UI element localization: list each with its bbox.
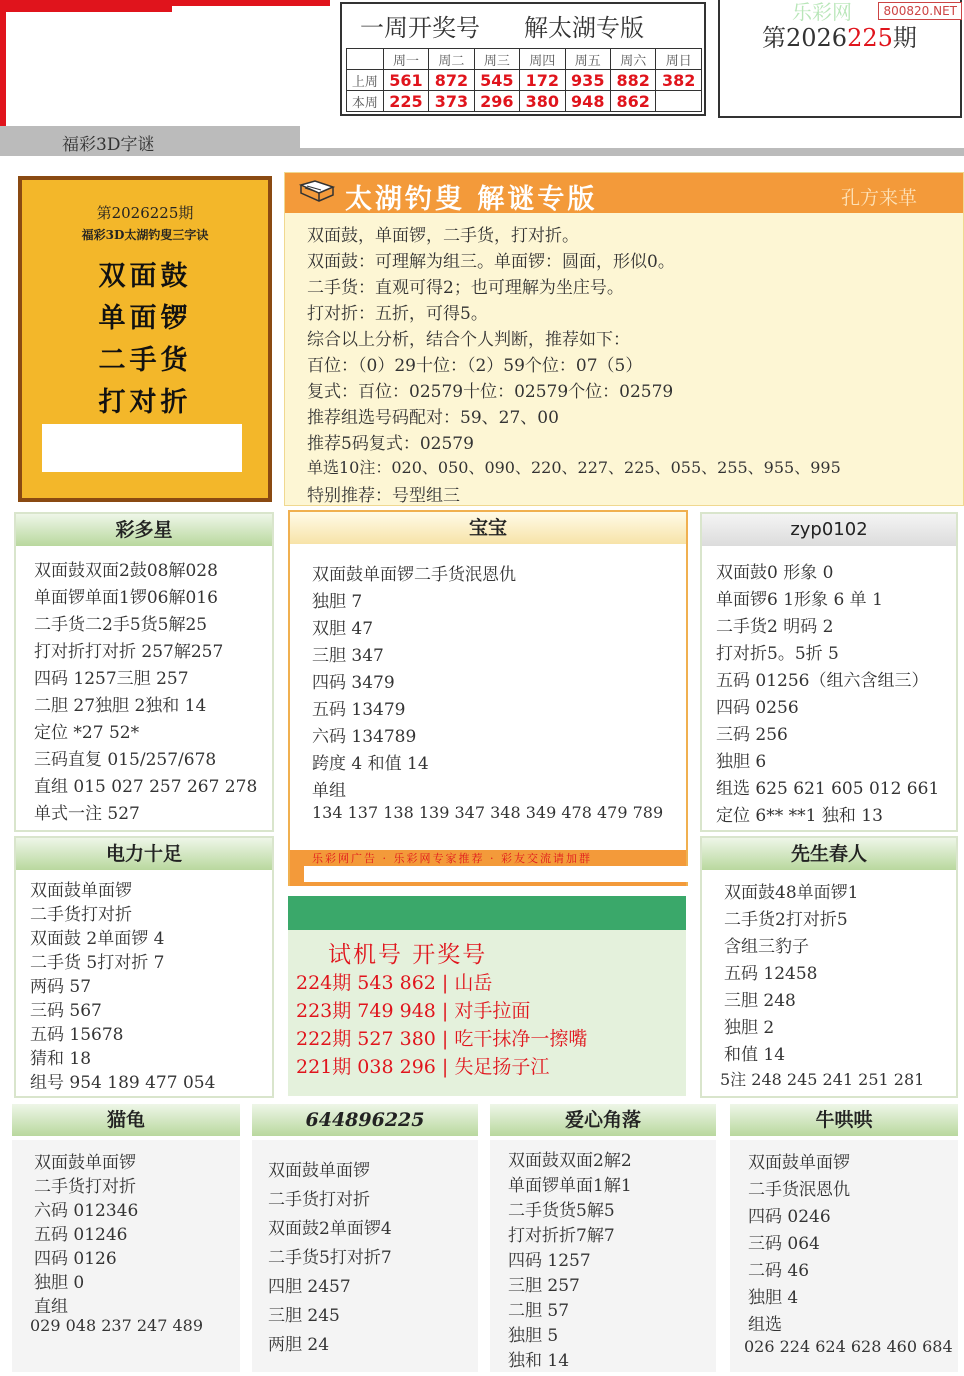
panel-644896225	[252, 1104, 478, 1372]
analysis-line: 二手货：直观可得2；也可理解为坐庄号。	[307, 278, 624, 298]
panel-line: 026 224 624 628 460 684	[744, 1337, 953, 1356]
draw-row-last-week	[347, 70, 702, 91]
panel-line: 定位 6** **1 独和 13	[716, 806, 883, 826]
riddle-line: 双面鼓	[98, 261, 192, 292]
panel-line: 单面锣6 1形象 6 单 1	[716, 590, 883, 610]
panel-line: 双面鼓单面锣	[30, 881, 132, 901]
panel-line: 两胆 24	[268, 1335, 330, 1355]
panel-line: 双胆 47	[312, 619, 374, 639]
panel-xiansheng	[700, 836, 958, 1098]
category-label[interactable]: 福彩3D字谜	[62, 135, 155, 155]
panel-title: 电力十足	[16, 838, 272, 870]
draw-number: 561	[383, 70, 428, 91]
panel-line: 六码 012346	[34, 1201, 139, 1221]
panel-line: 双面鼓单面锣二手货泯恩仇	[312, 565, 516, 585]
panel-dianli	[14, 836, 274, 1098]
panel-line: 三码 256	[716, 725, 788, 745]
draw-row-label: 本周	[347, 91, 384, 112]
analysis-line: 推荐组选号码配对：59、27、00	[307, 408, 559, 428]
ad-banner[interactable]	[290, 850, 686, 886]
riddle-card-subtitle: 福彩3D太湖钓叟三字诀	[81, 228, 209, 242]
category-bar	[0, 126, 964, 156]
ad-banner-text: 乐彩网广告 · 乐彩网专家推荐 · 彩友交流请加群	[312, 852, 592, 865]
panel-line: 五码 12458	[724, 964, 818, 984]
panel-title: 猫龟	[12, 1104, 240, 1136]
analysis-line: 复式：百位：02579十位：02579个位：02579	[307, 382, 674, 402]
panel-line: 二手货货5解5	[508, 1201, 615, 1221]
draw-number: 382	[656, 70, 702, 91]
draw-header-cell	[347, 49, 384, 70]
panel-line: 六码 134789	[312, 727, 417, 747]
issue-suffix: 期	[892, 24, 917, 52]
panel-baobao	[288, 510, 688, 886]
panel-zyp0102	[700, 512, 958, 832]
draw-number: 882	[610, 70, 655, 91]
analysis-line: 单选10注：020、050、090、220、227、225、055、255、955、995	[307, 458, 841, 477]
panel-line: 双面鼓单面锣	[748, 1153, 850, 1173]
panel-line: 打对折打对折 257解257	[34, 642, 224, 662]
draw-number: 296	[474, 91, 519, 112]
panel-title: zyp0102	[702, 514, 956, 546]
panel-line: 四码 1257	[508, 1251, 591, 1271]
panel-line: 二胆 27独胆 2独和 14	[34, 696, 207, 716]
panel-line: 双面鼓单面锣	[268, 1161, 370, 1181]
panel-line: 独胆 6	[716, 752, 767, 772]
panel-line: 二手货2 明码 2	[716, 617, 834, 637]
panel-line: 四码 0256	[716, 698, 799, 718]
trial-draw-header	[288, 896, 686, 930]
draw-number: 380	[520, 91, 565, 112]
panel-line: 双面鼓 2单面锣 4	[30, 929, 165, 949]
panel-line: 双面鼓2单面锣4	[268, 1219, 392, 1239]
panel-line: 双面鼓双面2鼓08解028	[34, 561, 218, 581]
riddle-line: 单面锣	[98, 303, 192, 334]
draw-row-label: 上周	[347, 70, 384, 91]
analysis-line: 推荐5码复式：02579	[307, 434, 474, 454]
panel-maogui	[12, 1104, 240, 1372]
panel-line: 独胆 4	[748, 1288, 799, 1308]
panel-title: 牛哄哄	[730, 1104, 958, 1136]
panel-line: 三胆 248	[724, 991, 796, 1011]
panel-line: 双面鼓双面2解2	[508, 1151, 632, 1171]
issue-prefix: 第2026	[762, 24, 848, 52]
panel-line: 029 048 237 247 489	[30, 1316, 204, 1335]
panel-line: 直组	[34, 1297, 68, 1317]
panel-line: 打对折折7解7	[508, 1226, 615, 1246]
trial-draw-line: 224期 543 862 | 山岳	[296, 972, 493, 994]
panel-line: 二胆 57	[508, 1301, 570, 1321]
panel-title: 644896225	[252, 1104, 478, 1136]
draw-number: 225	[383, 91, 428, 112]
panel-title: 先生春人	[702, 838, 956, 870]
panel-line: 二手货打对折	[34, 1177, 136, 1197]
panel-line: 独和 14	[508, 1351, 570, 1371]
analysis-line: 双面鼓：可理解为组三。单面锣：圆面，形似0。	[307, 252, 675, 272]
main-analysis-title: 太湖钓叟 解谜专版	[345, 184, 598, 215]
panel-line: 二手货二2手5货5解25	[34, 615, 208, 635]
draw-header-cell: 周四	[520, 49, 565, 70]
panel-line: 两码 57	[30, 977, 92, 997]
book-icon	[299, 179, 335, 207]
main-analysis	[284, 172, 964, 506]
panel-line: 独胆 5	[508, 1326, 559, 1346]
trial-draw-line: 221期 038 296 | 失足扬子江	[296, 1056, 550, 1078]
draw-number: 872	[429, 70, 474, 91]
panel-line: 跨度 4 和值 14	[312, 754, 429, 774]
panel-line: 四码 0246	[748, 1207, 831, 1227]
category-bar-blank	[300, 126, 964, 148]
ad-banner-blank	[304, 866, 688, 882]
riddle-line: 打对折	[98, 387, 192, 418]
draw-number: 948	[565, 91, 610, 112]
site-badge[interactable]: 800820.NET	[878, 2, 962, 20]
panel-line: 单面锣单面1解1	[508, 1176, 632, 1196]
trial-draw-panel	[288, 896, 686, 1096]
panel-line: 五码 13479	[312, 700, 406, 720]
weekly-draw-table	[340, 2, 706, 116]
analysis-line: 打对折：五折，可得5。	[307, 304, 488, 324]
panel-line: 双面鼓48单面锣1	[724, 883, 859, 903]
trial-draw-title: 试机号 开奖号	[328, 942, 488, 968]
panel-line: 三胆 245	[268, 1306, 340, 1326]
panel-line: 二手货 5打对折 7	[30, 953, 165, 973]
panel-line: 直组 015 027 257 267 278	[34, 777, 258, 797]
panel-line: 二码 46	[748, 1261, 810, 1281]
draw-title-right: 解太湖专版	[524, 14, 644, 42]
panel-line: 四胆 2457	[268, 1277, 351, 1297]
draw-number	[656, 91, 702, 112]
panel-line: 二手货5打对折7	[268, 1248, 392, 1268]
draw-header-cell: 周三	[474, 49, 519, 70]
panel-aixin	[490, 1104, 716, 1372]
riddle-card	[18, 176, 272, 502]
riddle-line: 二手货	[98, 345, 192, 376]
main-analysis-author: 孔方来革	[840, 187, 917, 209]
panel-line: 双面鼓单面锣	[34, 1153, 136, 1173]
panel-line: 三胆 257	[508, 1276, 580, 1296]
panel-line: 二手货打对折	[30, 905, 132, 925]
panel-line: 组选 625 621 605 012 661	[716, 779, 940, 799]
panel-line: 独胆 0	[34, 1273, 85, 1293]
panel-niuhonghong	[730, 1104, 958, 1372]
watermark: 乐彩网	[792, 0, 852, 24]
panel-line: 双面鼓0 形象 0	[716, 563, 834, 583]
draw-header-cell: 周二	[429, 49, 474, 70]
panel-line: 三胆 347	[312, 646, 384, 666]
panel-line: 打对折5。5折 5	[716, 644, 839, 664]
draw-header-cell: 周日	[656, 49, 702, 70]
draw-number: 172	[520, 70, 565, 91]
panel-line: 二手货2打对折5	[724, 910, 848, 930]
panel-line: 定位 *27 52*	[34, 723, 140, 743]
panel-line: 单面锣单面1锣06解016	[34, 588, 218, 608]
panel-title: 彩多星	[16, 514, 272, 546]
main-analysis-header	[285, 173, 963, 213]
panel-line: 5注 248 245 241 251 281	[720, 1070, 925, 1089]
panel-line: 含组三豹子	[724, 937, 809, 957]
analysis-line: 特别推荐：号型组三	[307, 486, 460, 506]
panel-line: 三码 567	[30, 1001, 102, 1021]
analysis-line: 双面鼓，单面锣，二手货，打对折。	[307, 226, 579, 246]
draw-header-row	[347, 49, 702, 70]
panel-line: 三码直复 015/257/678	[34, 750, 217, 770]
panel-line: 组号 954 189 477 054	[30, 1073, 216, 1093]
panel-line: 单组	[312, 781, 346, 801]
draw-header-cell: 周五	[565, 49, 610, 70]
riddle-card-blank	[42, 424, 242, 472]
panel-title: 爱心角落	[490, 1104, 716, 1136]
issue-number: 225	[847, 24, 893, 52]
panel-line: 四码 3479	[312, 673, 395, 693]
draw-title-left: 一周开奖号	[360, 14, 480, 42]
corner-frame	[0, 0, 330, 126]
draw-number: 862	[610, 91, 655, 112]
draw-row-this-week	[347, 91, 702, 112]
panel-line: 组选	[748, 1315, 782, 1335]
panel-line: 三码 064	[748, 1234, 820, 1254]
panel-line: 独胆 7	[312, 592, 363, 612]
draw-header-cell: 周六	[610, 49, 655, 70]
trial-draw-line: 222期 527 380 | 吃干抹净一擦嘴	[296, 1028, 588, 1050]
panel-line: 猜和 18	[30, 1049, 92, 1069]
draw-number: 935	[565, 70, 610, 91]
panel-line: 二手货泯恩仇	[748, 1180, 850, 1200]
analysis-line: 综合以上分析，结合个人判断，推荐如下：	[307, 330, 630, 350]
draw-number: 545	[474, 70, 519, 91]
panel-title: 宝宝	[290, 512, 686, 544]
analysis-line: 百位：（0）29十位：（2）59个位：07（5）	[307, 356, 643, 376]
panel-line: 五码 01256（组六含组三）	[716, 671, 929, 691]
panel-line: 二手货打对折	[268, 1190, 370, 1210]
panel-line: 单式一注 527	[34, 804, 140, 824]
draw-header-cell: 周一	[383, 49, 428, 70]
trial-draw-line: 223期 749 948 | 对手拉面	[296, 1000, 531, 1022]
draw-number: 373	[429, 91, 474, 112]
panel-line: 和值 14	[724, 1045, 786, 1065]
draw-grid	[346, 48, 702, 112]
riddle-card-issue: 第2026225期	[96, 204, 194, 222]
panel-line: 四码 1257三胆 257	[34, 669, 189, 689]
panel-line: 独胆 2	[724, 1018, 775, 1038]
panel-line: 四码 0126	[34, 1249, 117, 1269]
panel-line: 五码 01246	[34, 1225, 128, 1245]
panel-line: 134 137 138 139 347 348 349 478 479 789	[312, 803, 664, 822]
panel-caiduoxing	[14, 512, 274, 832]
panel-line: 五码 15678	[30, 1025, 124, 1045]
